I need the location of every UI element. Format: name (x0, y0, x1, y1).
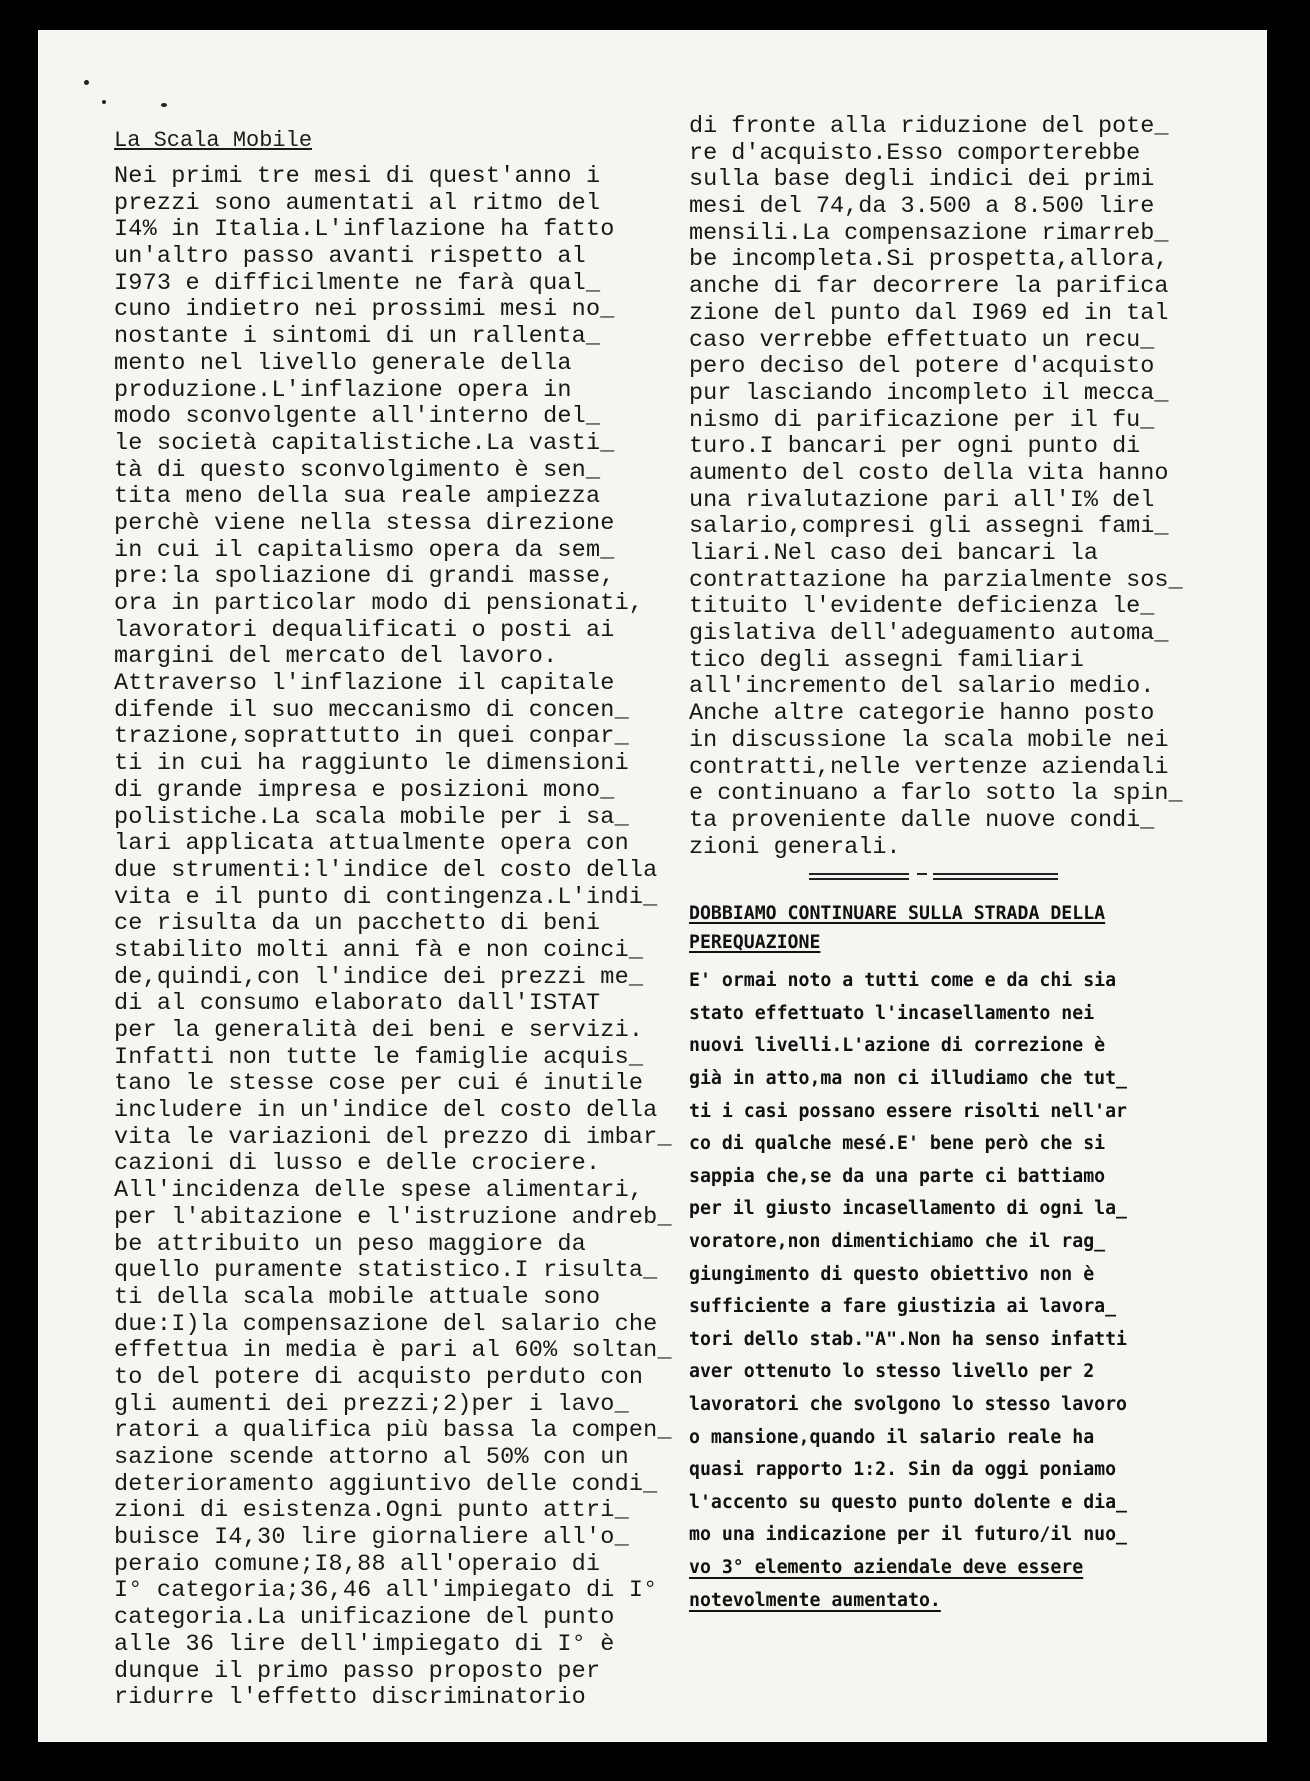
bold-text-line: vo 3° elemento aziendale deve essere (689, 1556, 1084, 1578)
text-line: turo.I bancari per ogni punto di (689, 433, 1141, 461)
text-line: trazione,soprattutto in quei conpar_ (114, 723, 629, 751)
text-line: due:I)la compensazione del salario che (114, 1310, 658, 1338)
section-separator (809, 861, 1059, 893)
bold-text-line: aver ottenuto lo stesso livello per 2 (689, 1361, 1095, 1383)
text-line: in discussione la scala mobile nei (689, 726, 1169, 754)
text-line: in cui il capitalismo opera da sem_ (114, 536, 615, 564)
text-line: pero deciso del potere d'acquisto (689, 353, 1155, 381)
bold-text-line: ti i casi possano essere risolti nell'ar (689, 1100, 1127, 1122)
text-line: e continuano a farlo sotto la spin_ (689, 780, 1183, 808)
document-title: La Scala Mobile (114, 128, 313, 153)
text-line: zioni di esistenza.Ogni punto attri_ (114, 1497, 629, 1525)
text-line: de,quindi,con l'indice dei prezzi me_ (114, 963, 644, 991)
text-line: re d'acquisto.Esso comporterebbe (689, 139, 1141, 167)
bold-text-line: stato effettuato l'incasellamento nei (689, 1002, 1095, 1024)
text-line: vita le variazioni del prezzo di imbar_ (114, 1123, 672, 1151)
left-column (114, 126, 714, 1712)
text-line: tico degli assegni familiari (689, 646, 1084, 674)
text-line: caso verrebbe effettuato un recu_ (689, 326, 1155, 354)
bold-text-line: lavoratori che svolgono lo stesso lavoro (689, 1393, 1127, 1415)
text-line: le società capitalistiche.La vasti_ (114, 429, 615, 457)
text-line: ti della scala mobile attuale sono (114, 1283, 601, 1311)
text-line: difende il suo meccanismo di concen_ (114, 696, 629, 724)
text-line: alle 36 lire dell'impiegato di I° è (114, 1630, 615, 1658)
text-line: mesi del 74,da 3.500 a 8.500 lire (689, 193, 1155, 221)
text-line: I° categoria;36,46 all'impiegato di I° (114, 1577, 658, 1605)
text-line: deterioramento aggiuntivo delle condi_ (114, 1470, 658, 1498)
text-line: buisce I4,30 lire giornaliere all'o_ (114, 1524, 629, 1552)
text-line: lari applicata attualmente opera con (114, 830, 629, 858)
text-line: liari.Nel caso dei bancari la (689, 540, 1098, 567)
text-line: lavoratori dequalificati o posti ai (114, 616, 615, 644)
text-line: all'incremento del salario medio. (689, 673, 1155, 701)
text-line: anche di far decorrere la parifica (689, 273, 1169, 301)
text-line: una rivalutazione pari all'I% del (689, 486, 1155, 514)
text-line: ta proveniente dalle nuove condi_ (689, 806, 1155, 834)
text-line: I4% in Italia.L'inflazione ha fatto (114, 216, 615, 244)
bold-text-line: l'accento su questo punto dolente e dia_ (689, 1491, 1127, 1513)
text-line: sazione scende attorno al 50% con un (114, 1444, 629, 1471)
text-line: di al consumo elaborato dall'ISTAT (114, 990, 601, 1018)
text-line: ti in cui ha raggiunto le dimensioni (114, 750, 629, 778)
text-line: di fronte alla riduzione del pote_ (689, 113, 1169, 140)
text-line: contratti,nelle vertenze aziendali (689, 753, 1169, 781)
section-heading (689, 899, 1249, 957)
bold-text-line: giungimento di questo obiettivo non è (689, 1263, 1095, 1285)
text-line: quello puramente statistico.I risulta_ (114, 1257, 658, 1285)
text-line: zioni generali. (689, 833, 901, 861)
text-line: peraio comune;I8,88 all'operaio di (114, 1550, 601, 1578)
text-line: gislativa dell'adeguamento automa_ (689, 620, 1169, 648)
text-line: cuno indietro nei prossimi mesi no_ (114, 296, 615, 324)
text-line: mensili.La compensazione rimarreb_ (689, 219, 1169, 247)
bold-text-line: sappia che,se da una parte ci battiamo (689, 1165, 1106, 1187)
text-line: be incompleta.Si prospetta,allora, (689, 246, 1169, 274)
ink-speck (102, 100, 106, 104)
bold-text-line: per il giusto incasellamento di ogni la_ (689, 1198, 1127, 1220)
bold-text-line: o mansione,quando il salario reale ha (689, 1426, 1095, 1448)
bold-text-line: sufficiente a fare giustizia ai lavora_ (689, 1296, 1117, 1318)
text-line: produzione.L'inflazione opera in (114, 376, 572, 404)
text-line: tà di questo sconvolgimento è sen_ (114, 456, 601, 484)
heading-line: PEREQUAZIONE (689, 932, 821, 954)
text-line: zione del punto dal I969 ed in tal (689, 299, 1169, 327)
text-line: cazioni di lusso e delle crociere. (114, 1150, 601, 1178)
text-line: pre:la spoliazione di grandi masse, (114, 563, 615, 591)
section-body (689, 965, 1249, 1617)
text-line: stabilito molti anni fà e non coinci_ (114, 936, 644, 964)
bold-text-line: già in atto,ma non ci illudiamo che tut_ (689, 1068, 1127, 1090)
heading-line: DOBBIAMO CONTINUARE SULLA STRADA DELLA (689, 903, 1106, 925)
bold-text-line: tori dello stab."A".Non ha senso infatti (689, 1328, 1127, 1350)
ink-speck (84, 80, 89, 85)
text-line: Infatti non tutte le famiglie acquis_ (114, 1043, 644, 1071)
text-line: includere in un'indice del costo della (114, 1097, 658, 1125)
text-line: gli aumenti dei prezzi;2)per i lavo_ (114, 1390, 629, 1418)
text-line: polistiche.La scala mobile per i sa_ (114, 803, 629, 831)
text-line: effettua in media è pari al 60% soltan_ (114, 1337, 672, 1365)
bold-text-line: notevolmente aumentato. (689, 1589, 941, 1611)
text-line: ora in particolar modo di pensionati, (114, 590, 644, 617)
text-line: due strumenti:l'indice del costo della (114, 856, 658, 884)
text-line: Anche altre categorie hanno posto (689, 700, 1155, 728)
text-line: per la generalità dei beni e servizi. (114, 1017, 644, 1044)
text-line: Attraverso l'inflazione il capitale (114, 670, 615, 698)
text-line: categoria.La unificazione del punto (114, 1604, 615, 1632)
text-line: tano le stesse cose per cui é inutile (114, 1070, 644, 1098)
bold-text-line: nuovi livelli.L'azione di correzione è (689, 1035, 1106, 1057)
text-line: ratori a qualifica più bassa la compen_ (114, 1417, 672, 1445)
text-line: aumento del costo della vita hanno (689, 459, 1169, 487)
text-line: modo sconvolgente all'interno del_ (114, 403, 601, 431)
text-line: un'altro passo avanti rispetto al (114, 243, 586, 271)
right-column-text (689, 114, 1249, 861)
bold-text-line: quasi rapporto 1:2. Sin da oggi poniamo (689, 1459, 1117, 1481)
text-line: ridurre l'effetto discriminatorio (114, 1684, 586, 1712)
text-line: be attribuito un peso maggiore da (114, 1230, 586, 1258)
text-line: nostante i sintomi di un rallenta_ (114, 323, 601, 351)
text-line: margini del mercato del lavoro. (114, 643, 558, 671)
text-line: to del potere di acquisto perduto con (114, 1363, 644, 1391)
left-column-text (114, 164, 714, 1712)
text-line: tita meno della sua reale ampiezza (114, 483, 601, 511)
text-line: I973 e difficilmente ne farà qual_ (114, 269, 601, 297)
text-line: sulla base degli indici dei primi (689, 166, 1155, 194)
bold-text-line: E' ormai noto a tutti come e da chi sia (689, 970, 1117, 992)
text-line: vita e il punto di contingenza.L'indi_ (114, 883, 658, 911)
text-line: di grande impresa e posizioni mono_ (114, 776, 615, 804)
bold-text-line: mo una indicazione per il futuro/il nuo_ (689, 1524, 1127, 1546)
right-column (689, 114, 1249, 1617)
text-line: contrattazione ha parzialmente sos_ (689, 566, 1183, 594)
text-line: All'incidenza delle spese alimentari, (114, 1177, 644, 1205)
text-line: dunque il primo passo proposto per (114, 1657, 601, 1685)
text-line: tituito l'evidente deficienza le_ (689, 593, 1155, 621)
paper-sheet (38, 30, 1267, 1742)
bold-text-line: voratore,non dimentichiamo che il rag_ (689, 1231, 1106, 1252)
text-line: mento nel livello generale della (114, 349, 572, 377)
text-line: per l'abitazione e l'istruzione andreb_ (114, 1203, 672, 1231)
text-line: Nei primi tre mesi di quest'anno i (114, 163, 601, 190)
text-line: ce risulta da un pacchetto di beni (114, 910, 601, 938)
text-line: salario,compresi gli assegni fami_ (689, 513, 1169, 541)
text-line: prezzi sono aumentati al ritmo del (114, 189, 601, 217)
text-line: nismo di parificazione per il fu_ (689, 406, 1155, 434)
text-line: perchè viene nella stessa direzione (114, 509, 615, 537)
bold-text-line: co di qualche mesé.E' bene però che si (689, 1133, 1106, 1155)
text-line: pur lasciando incompleto il mecca_ (689, 379, 1169, 407)
ink-speck (161, 103, 167, 107)
